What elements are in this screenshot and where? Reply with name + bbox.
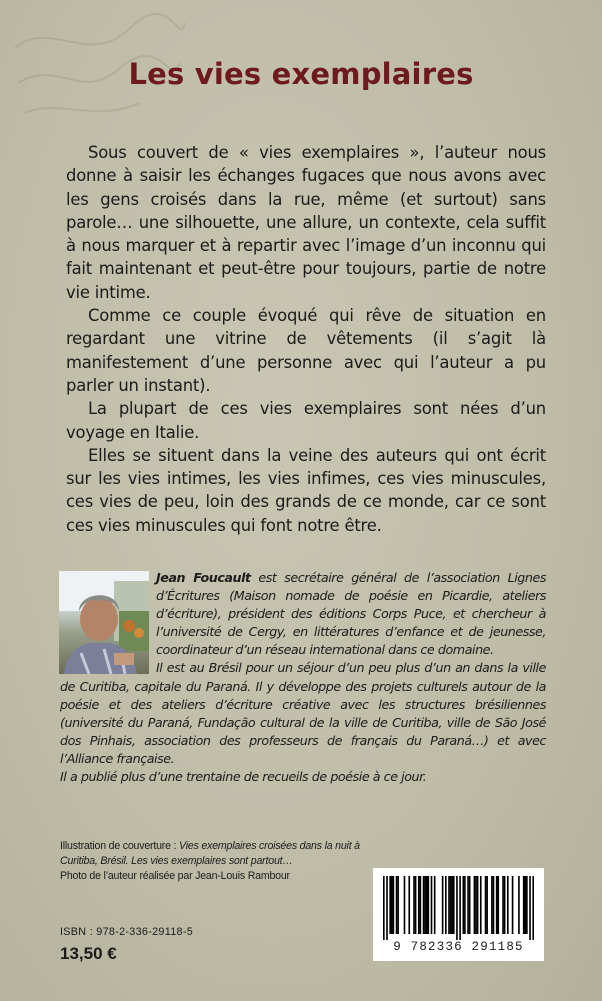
barcode-bar bbox=[431, 876, 433, 934]
barcode-bar bbox=[496, 876, 498, 934]
barcode-bar bbox=[474, 876, 476, 934]
barcode-bar bbox=[445, 876, 447, 934]
barcode-bar bbox=[415, 876, 417, 934]
barcode-bar bbox=[397, 876, 399, 934]
price: 13,50 € bbox=[60, 944, 117, 963]
barcode-bar bbox=[469, 876, 471, 934]
barcode-bar bbox=[456, 876, 458, 940]
barcode-bar bbox=[420, 876, 422, 934]
barcode-bar bbox=[434, 876, 436, 934]
illustration-credit bbox=[60, 839, 365, 869]
illustration-label: Illustration de couverture : bbox=[60, 840, 180, 852]
blurb-paragraph: La plupart de ces vies exemplaires sont nées d’un voyage en Italie. bbox=[66, 399, 546, 442]
barcode-bar bbox=[504, 876, 506, 934]
barcode bbox=[373, 868, 544, 961]
isbn: ISBN : 978-2-336-29118-5 bbox=[60, 926, 194, 938]
barcode-bar bbox=[413, 876, 415, 934]
author-biography bbox=[60, 569, 546, 786]
barcode-bar bbox=[524, 876, 526, 934]
barcode-bar bbox=[480, 876, 482, 934]
barcode-bar bbox=[475, 876, 477, 934]
barcode-bar bbox=[477, 876, 479, 934]
barcode-bar bbox=[391, 876, 393, 934]
barcode-bar bbox=[485, 876, 487, 934]
barcode-bar bbox=[423, 876, 425, 934]
blurb-paragraph: Comme ce couple évoqué qui rêve de situation en regardant une vitrine de vêtements (il s’agit là manifestement d’une personne avec qui l’auteur a pu parler un instant). bbox=[66, 306, 546, 395]
barcode-bar bbox=[404, 876, 406, 934]
barcode-bar bbox=[467, 876, 469, 934]
author-bio-brazil: Il est au Brésil pour un séjour d’un peu plus d’un an dans la ville de Curitiba, capitale du Paraná. Il y développe des projets culturels autour de la poésie et des ateliers d’écriture créative avec les structures brésiliennes (université du Paraná, Fundação cultural de la ville de Curitiba, ville de São José dos Pinhais, association des professeurs de français du Paraná…) et avec l’Alliance française. bbox=[60, 660, 546, 766]
back-cover-blurb bbox=[66, 141, 546, 537]
barcode-bar bbox=[529, 876, 531, 940]
barcode-digits: 9 782336 291185 bbox=[393, 940, 524, 954]
author-bio-text: est secrétaire général de l’association Lignes d’Écritures (Maison nomade de poésie en Picardie, ateliers d’écriture), président des éditions Corps Puce, et chercheur à l’université de Cergy, en littératures d’enfance et de jeunesse, coordinateur d’un réseau international dans ce domaine. bbox=[156, 570, 546, 658]
barcode-bar bbox=[486, 876, 488, 934]
blurb-paragraph: Sous couvert de « vies exemplaires », l’auteur nous donne à saisir les échanges fugaces que nous avons avec les gens croisés dans la rue, même (et surtout) sans parole… une silhouette, une allure, un contexte, cela suffit à nous marquer et à repartir avec l’image d’un inconnu qui fait maintenant et peut-être pour toujours, partie de notre vie intime. bbox=[66, 143, 546, 302]
barcode-bar bbox=[532, 876, 534, 940]
barcode-bar bbox=[408, 876, 410, 934]
barcode-bar bbox=[442, 876, 444, 934]
barcode-bar bbox=[450, 876, 452, 934]
barcode-bar bbox=[518, 876, 520, 934]
barcode-bar bbox=[502, 876, 504, 934]
barcode-bar bbox=[424, 876, 426, 934]
barcode-bar bbox=[386, 876, 388, 940]
barcode-bar bbox=[464, 876, 466, 934]
barcode-bar bbox=[497, 876, 499, 934]
barcode-bar bbox=[428, 876, 430, 934]
barcode-bar bbox=[526, 876, 528, 934]
author-bio-works: Il a publié plus d’une trentaine de recueils de poésie à ce jour. bbox=[60, 769, 427, 785]
book-title: Les vies exemplaires bbox=[128, 57, 474, 91]
illustration-title: Vies exemplaires croisées dans la nuit à Curitiba, Brésil. Les vies exemplaires sont partout… bbox=[60, 840, 360, 868]
barcode-bar bbox=[418, 876, 420, 934]
photo-credit: Photo de l’auteur réalisée par Jean-Louis Rambour bbox=[60, 870, 290, 883]
blurb-paragraph: Elles se situent dans la veine des auteurs qui ont écrit sur les vies intimes, les vies infimes, ces vies minuscules, ces vies de peu, loin des grands de ce monde, car ce sont ces vies minuscules qui font notre être. bbox=[66, 445, 546, 535]
barcode-bar bbox=[383, 876, 385, 940]
barcode-bar bbox=[451, 876, 453, 934]
barcode-bar bbox=[493, 876, 495, 934]
barcode-bar bbox=[523, 876, 525, 934]
barcode-bar bbox=[426, 876, 428, 934]
barcode-bar bbox=[491, 876, 493, 934]
author-name: Jean Foucault bbox=[156, 570, 251, 585]
barcode-bar bbox=[507, 876, 509, 934]
barcode-bar bbox=[389, 876, 391, 934]
barcode-bar bbox=[459, 876, 461, 940]
barcode-bars bbox=[383, 876, 534, 940]
barcode-bar bbox=[462, 876, 464, 934]
barcode-bar bbox=[393, 876, 395, 934]
barcode-bar bbox=[512, 876, 514, 934]
barcode-bar bbox=[453, 876, 455, 934]
barcode-bar bbox=[396, 876, 398, 934]
barcode-bar bbox=[448, 876, 450, 934]
cover-credits bbox=[60, 839, 365, 885]
